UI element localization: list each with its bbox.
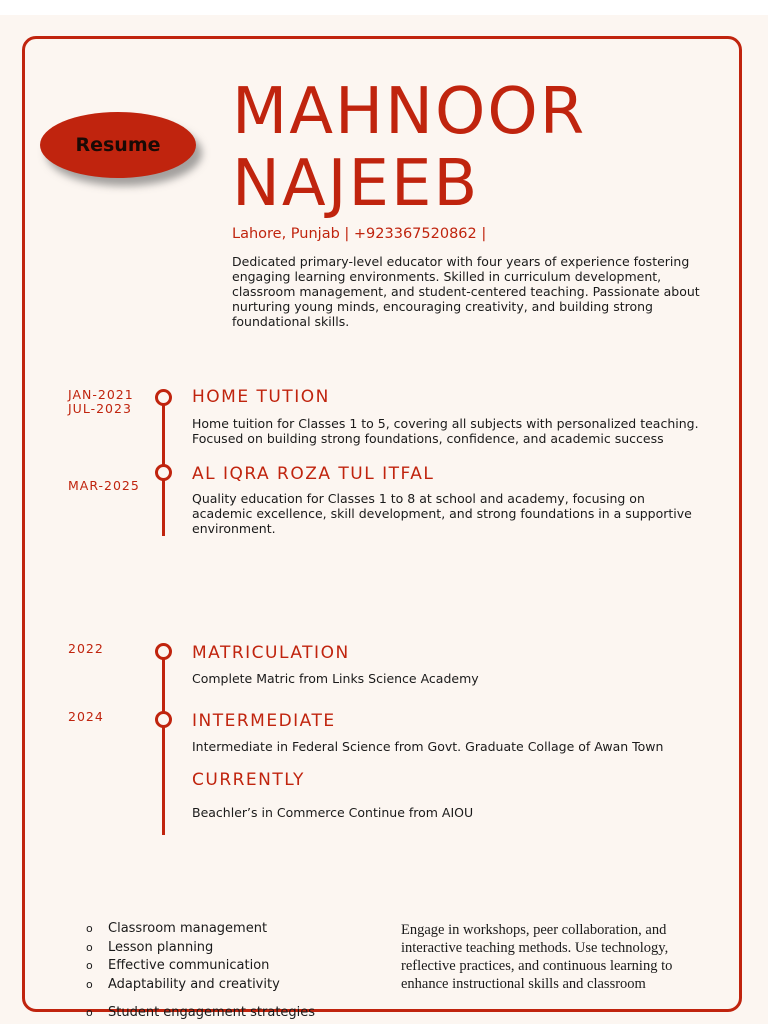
- candidate-name: [232, 76, 586, 220]
- timeline-dot: [155, 711, 172, 728]
- contact-line: Lahore, Punjab | +923367520862 |: [232, 226, 487, 242]
- education-date: 2024: [68, 709, 104, 724]
- timeline-dot: [155, 643, 172, 660]
- education-title: MATRICULATION: [192, 643, 350, 663]
- experience-title: HOME TUTION: [192, 387, 330, 407]
- education-description: Complete Matric from Links Science Academy: [192, 671, 479, 686]
- skill-item: o Adaptability and creativity: [86, 976, 315, 995]
- professional-growth-text: Engage in workshops, peer collaboration, and interactive teaching methods. Use technology, reflective practices, and continuous learning to enhance instructional skills and classroom: [401, 922, 673, 992]
- last-name: NAJEEB: [232, 147, 480, 221]
- experience-date-start: MAR-2025: [68, 478, 140, 493]
- education-description: Intermediate in Federal Science from Govt. Graduate Collage of Awan Town: [192, 739, 664, 754]
- skill-item: o Classroom management: [86, 920, 315, 939]
- timeline-dot: [155, 389, 172, 406]
- education-title: CURRENTLY: [192, 770, 305, 790]
- education-title: INTERMEDIATE: [192, 711, 336, 731]
- education-timeline-line: [162, 650, 165, 835]
- first-name: MAHNOOR: [232, 75, 587, 149]
- experience-date-start: JAN-2021: [68, 387, 134, 402]
- experience-description: Quality education for Classes 1 to 8 at school and academy, focusing on academic excellence, skill development, and strong foundations in a supportive environment.: [192, 491, 692, 536]
- skill-item: o Lesson planning: [86, 939, 315, 958]
- education-description: Beachler’s in Commerce Continue from AIOU: [192, 805, 474, 820]
- profile-summary: Dedicated primary-level educator with four years of experience fostering engaging learning environments. Skilled in curriculum development, classroom management, and student-centered teaching. Passionate about nurturing young minds, encouraging creativity, and building strong foundational skills.: [232, 254, 700, 329]
- experience-description: Home tuition for Classes 1 to 5, covering all subjects with personalized teaching. Focused on building strong foundations, confidence, and academic success: [192, 416, 699, 446]
- experience-date-end: JUL-2023: [68, 401, 132, 416]
- timeline-dot: [155, 464, 172, 481]
- skill-item: o Effective communication: [86, 957, 315, 976]
- education-date: 2022: [68, 641, 104, 656]
- skills-list: [86, 920, 315, 1023]
- experience-title: AL IQRA ROZA TUL ITFAL: [192, 464, 435, 484]
- skill-item: o Student engagement strategies: [86, 1004, 315, 1023]
- resume-badge: Resume: [40, 112, 196, 178]
